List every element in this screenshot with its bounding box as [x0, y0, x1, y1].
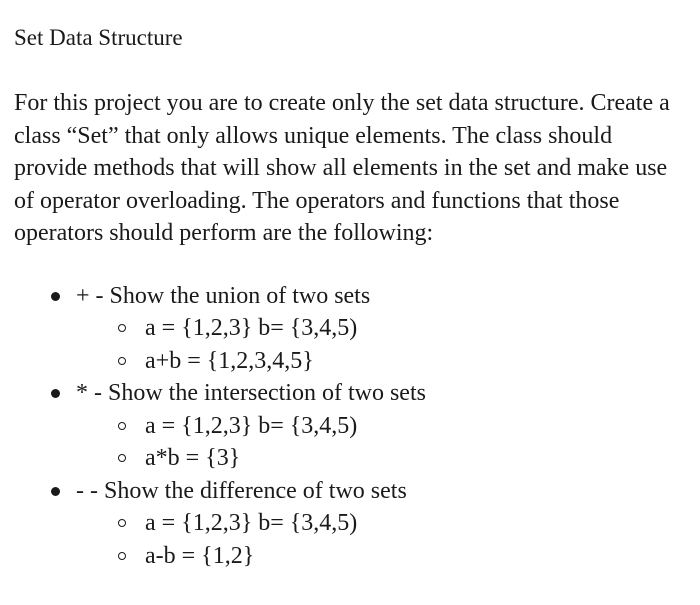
example-item — [14, 312, 690, 345]
circle-bullet-icon — [118, 357, 126, 365]
example-text: a = {1,2,3} b= {3,4,5) — [145, 412, 358, 439]
example-item — [14, 442, 690, 475]
example-list — [14, 312, 690, 377]
example-text: a*b = {3} — [145, 445, 241, 471]
document-title: Set Data Structure — [14, 25, 183, 50]
document — [14, 22, 690, 572]
circle-bullet-icon — [118, 454, 126, 462]
example-text: a+b = {1,2,3,4,5} — [145, 347, 314, 374]
example-item — [14, 540, 690, 573]
bullet-icon — [51, 292, 60, 301]
circle-bullet-icon — [118, 324, 126, 332]
circle-bullet-icon — [118, 422, 126, 430]
operator-list — [14, 280, 690, 573]
bullet-icon — [51, 389, 60, 398]
operator-item-intersection — [14, 377, 690, 475]
intro-paragraph: For this project you are to create only the set data structure. Create a class “Set” that only allows unique elements. The class should provide methods that will show all elements in the set and make use of operator overloading. The operators and functions that those operators should perform are the following: — [14, 90, 670, 246]
example-item — [14, 410, 690, 443]
circle-bullet-icon — [118, 552, 126, 560]
operator-label: + - Show the union of two sets — [76, 282, 371, 309]
example-list — [14, 410, 690, 475]
operator-item-difference — [14, 475, 690, 573]
example-list — [14, 507, 690, 572]
operator-item-union — [14, 280, 690, 378]
example-item — [14, 507, 690, 540]
operator-label: * - Show the intersection of two sets — [76, 380, 426, 406]
bullet-icon — [51, 487, 60, 496]
example-item — [14, 345, 690, 378]
example-text: a = {1,2,3} b= {3,4,5) — [145, 315, 358, 341]
example-text: a = {1,2,3} b= {3,4,5) — [145, 510, 358, 536]
circle-bullet-icon — [118, 519, 126, 527]
example-text: a-b = {1,2} — [145, 542, 255, 569]
operator-label: - - Show the difference of two sets — [76, 477, 407, 504]
